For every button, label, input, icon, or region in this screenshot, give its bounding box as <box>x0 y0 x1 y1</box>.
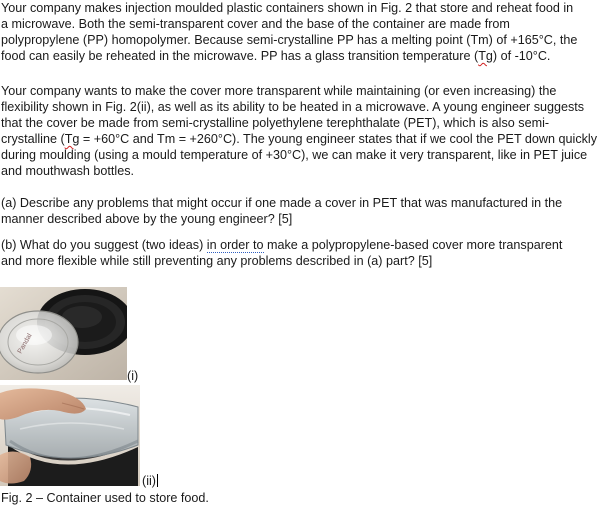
text-line: and mouthwash bottles. <box>1 164 135 178</box>
text-line: Your company makes injection moulded plastic containers shown in Fig. 2 that store and reheat food in <box>1 1 574 15</box>
text-run: crystalline ( <box>1 132 65 146</box>
text-cursor <box>157 474 158 487</box>
text-line <box>1 237 601 253</box>
container-photo-ii[interactable] <box>0 385 140 486</box>
text-line: (a) Describe any problems that might occur if one made a cover in PET that was manufactured in the <box>1 196 563 210</box>
text-line <box>1 131 601 147</box>
flexing-lid-illustration <box>0 385 140 486</box>
text-run: food can easily be reheated in the microwave. PP has a glass transition temperature ( <box>1 49 479 63</box>
text-run: (b) What do you suggest (two ideas) <box>1 238 207 252</box>
text-line: flexibility shown in Fig. 2(ii), as well as its ability to be heated in a microwave. A young engineer suggests <box>1 100 585 114</box>
text-run: ) of -10°C. <box>492 49 551 63</box>
figure-label-ii-text: (ii) <box>142 474 156 488</box>
text-line: that the cover be made from semi-crystalline polyethylene terephthalate (PET), which is also semi- <box>1 116 550 130</box>
question-b <box>1 237 601 269</box>
figure-label-ii <box>142 473 158 489</box>
paragraph-proposal <box>1 83 601 179</box>
spellcheck-flag[interactable]: Tg <box>478 49 493 63</box>
text-line: during moulding (using a mould temperature of +30°C), we can make it very transparent, like in PET juice <box>1 148 588 162</box>
spellcheck-flag[interactable]: Tg <box>64 132 80 146</box>
container-illustration <box>0 287 127 380</box>
text-line: Your company wants to make the cover more transparent while maintaining (or even increasing) the <box>1 84 557 98</box>
paragraph-intro <box>1 0 601 64</box>
text-run: = +60°C and Tm = +260°C). The young engineer states that if we cool the PET down quickly <box>79 132 598 146</box>
lid-brand-text: Pandal <box>16 332 34 355</box>
container-photo-i[interactable] <box>0 287 127 380</box>
figure-label-i: (i) <box>127 369 139 383</box>
text-line <box>1 48 601 64</box>
figure-caption: Fig. 2 – Container used to store food. <box>1 491 209 505</box>
grammar-flag[interactable]: in order to <box>206 238 264 252</box>
question-a <box>1 195 601 227</box>
text-run: make a polypropylene-based cover more transparent <box>263 238 563 252</box>
text-line: and more flexible while still preventing any problems described in (a) part? [5] <box>1 254 433 268</box>
text-line: polypropylene (PP) homopolymer. Because semi-crystalline PP has a melting point (Tm) of +165°C, the <box>1 33 578 47</box>
text-line: a microwave. Both the semi-transparent cover and the base of the container are made from <box>1 17 510 31</box>
text-line: manner described above by the young engineer? [5] <box>1 212 293 226</box>
